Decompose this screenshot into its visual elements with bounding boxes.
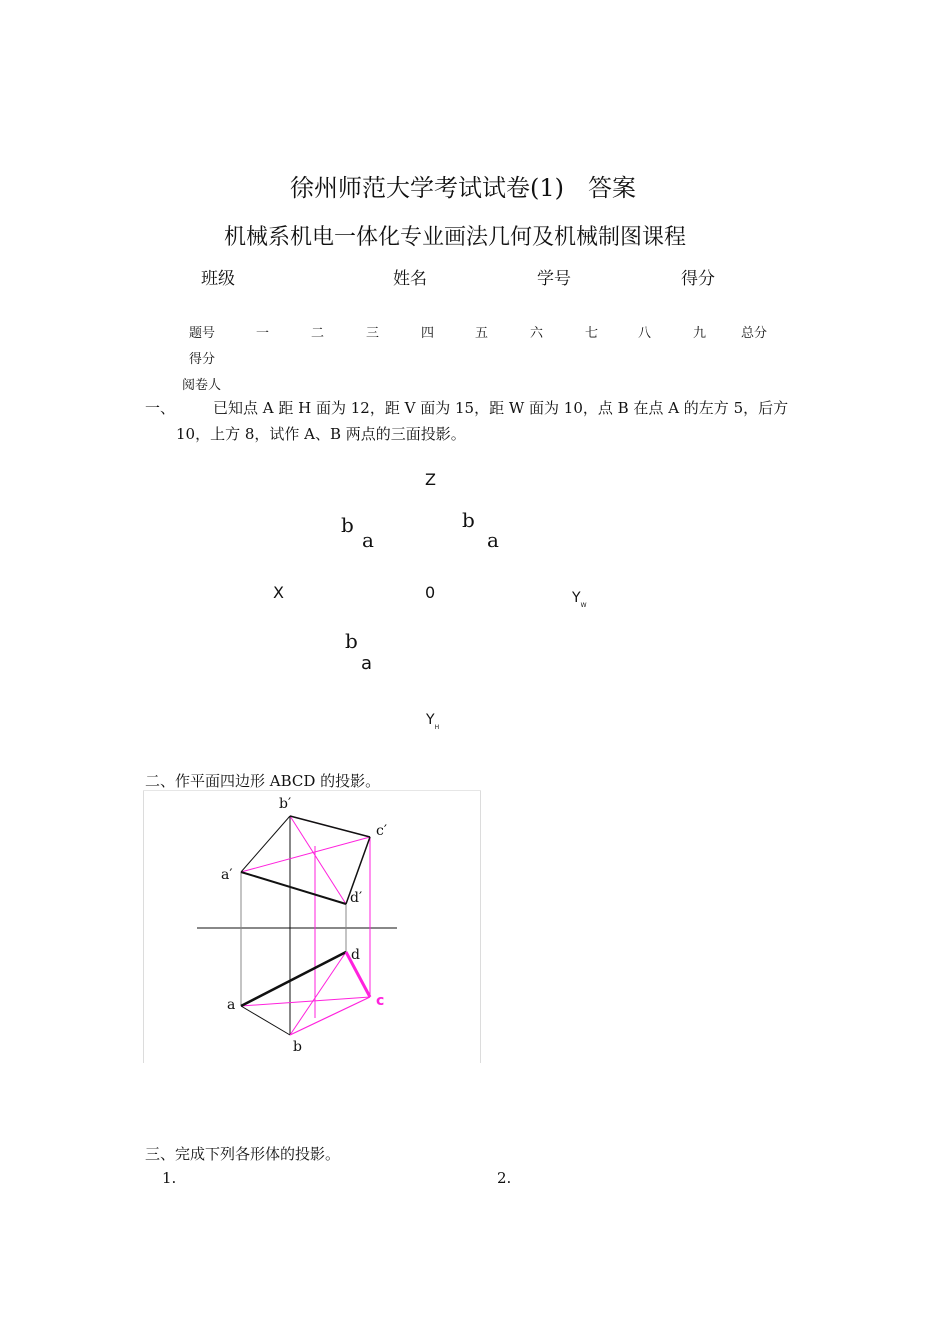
name-label: 姓名 bbox=[393, 269, 427, 289]
label-c-prime: c′ bbox=[376, 823, 388, 839]
exam-title: 徐州师范大学考试试卷(1) 答案 bbox=[290, 174, 636, 202]
origin-label: 0 bbox=[425, 583, 436, 602]
exam-subtitle: 机械系机电一体化专业画法几何及机械制图课程 bbox=[224, 225, 687, 250]
label-d-prime: d′ bbox=[350, 890, 363, 906]
axis-x-label: X bbox=[273, 583, 284, 602]
axis-yw-subscript: W bbox=[580, 602, 587, 609]
axis-yh-letter: Y bbox=[426, 712, 435, 728]
magenta-a-c-front bbox=[241, 837, 370, 872]
class-label: 班级 bbox=[201, 269, 235, 289]
point-b-top-label: b bbox=[345, 629, 358, 653]
edge-a-d-top bbox=[241, 952, 346, 1006]
edge-a-b-front bbox=[241, 816, 290, 872]
student-id-label: 学号 bbox=[537, 269, 571, 289]
table-col-8: 八 bbox=[638, 326, 652, 341]
edge-a-d-front bbox=[241, 872, 346, 904]
table-col-5: 五 bbox=[475, 326, 489, 341]
q1-text-line2: 10，上方 8，试作 A、B 两点的三面投影。 bbox=[176, 425, 466, 443]
q1-text-line1: 已知点 A 距 H 面为 12，距 V 面为 15，距 W 面为 10，点 B 在点 A 的左方 5，后方 bbox=[213, 399, 789, 417]
top-view-outline bbox=[241, 952, 370, 1035]
magenta-a-c-top bbox=[241, 997, 370, 1006]
table-row-label-score: 得分 bbox=[189, 352, 216, 367]
axis-yw-letter: Y bbox=[572, 590, 581, 606]
table-col-1: 一 bbox=[256, 326, 270, 341]
q1-number: 一、 bbox=[145, 399, 176, 417]
label-b: b bbox=[293, 1039, 302, 1055]
table-col-2: 二 bbox=[311, 326, 325, 341]
table-col-7: 七 bbox=[585, 326, 599, 341]
label-b-prime: b′ bbox=[279, 796, 292, 812]
q3-heading: 三、完成下列各形体的投影。 bbox=[145, 1145, 341, 1163]
table-col-9: 九 bbox=[693, 326, 707, 341]
edge-b-c-front bbox=[290, 816, 370, 837]
q3-item-2: 2. bbox=[497, 1169, 512, 1187]
edge-a-b-top bbox=[241, 1006, 290, 1035]
q2-heading: 二、作平面四边形 ABCD 的投影。 bbox=[145, 772, 381, 790]
axis-yw-label bbox=[572, 590, 587, 609]
label-a: a bbox=[227, 997, 236, 1013]
q3-item-1: 1. bbox=[162, 1169, 177, 1187]
table-row-label-question: 题号 bbox=[189, 326, 216, 341]
magenta-b-d-top bbox=[290, 952, 346, 1035]
label-c: c bbox=[376, 993, 385, 1009]
axis-yh-subscript: H bbox=[434, 724, 440, 731]
point-b-front-label: b bbox=[341, 513, 354, 537]
label-d: d bbox=[351, 947, 360, 963]
table-col-4: 四 bbox=[421, 326, 435, 341]
table-col-3: 三 bbox=[366, 326, 380, 341]
point-a-front-label: a bbox=[362, 528, 374, 552]
axis-yh-label bbox=[426, 712, 440, 731]
label-a-prime: a′ bbox=[221, 867, 233, 883]
point-b-side-label: b bbox=[462, 508, 475, 532]
point-a-side-label: a bbox=[487, 528, 499, 552]
table-row-label-grader: 阅卷人 bbox=[182, 378, 222, 393]
score-label: 得分 bbox=[681, 269, 715, 289]
q2-quadrilateral-projection-figure bbox=[143, 790, 481, 1063]
edge-b-c-top bbox=[290, 997, 370, 1035]
point-a-top-label: a bbox=[361, 653, 373, 674]
table-col-6: 六 bbox=[530, 326, 544, 341]
axis-z-label: Z bbox=[425, 470, 436, 489]
construction-lines bbox=[241, 816, 370, 1035]
table-col-total: 总分 bbox=[741, 326, 768, 341]
